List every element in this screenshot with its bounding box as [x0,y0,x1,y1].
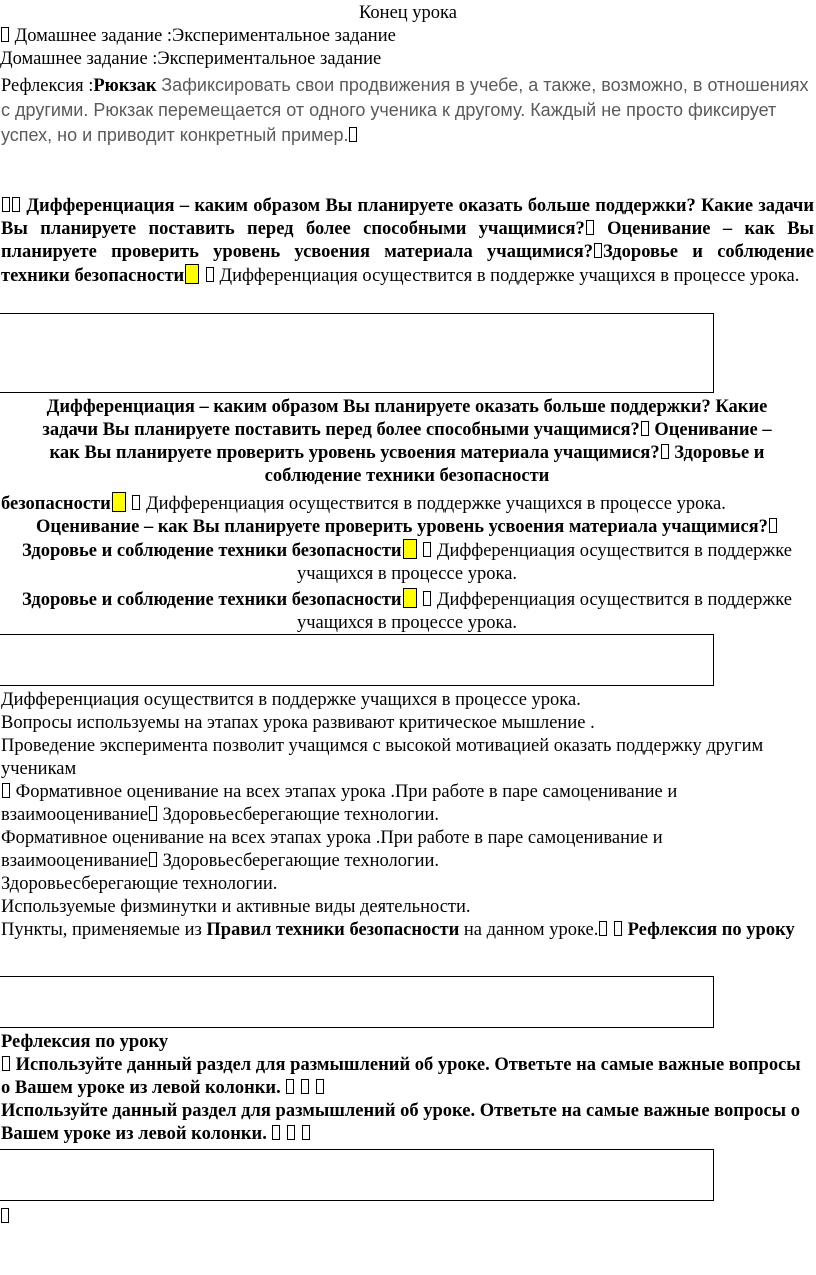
missing-glyph-icon [302,1125,310,1140]
missing-glyph-icon [287,1125,295,1140]
homework-line-2: Домашнее задание :Экспериментальное задание [0,49,382,69]
missing-glyph-icon [301,1079,309,1094]
final-use-2: Используйте данный раздел для размышлений об уроке. Ответьте на самые важные вопросы о Вашем уроке из левой колонки. [1,1101,800,1144]
reflection-rucksack: Рефлексия :Рюкзак Зафиксировать свои продвижения в учебе, а также, возможно, в отношениях с другими. Рюкзак перемещается от одного ученика к другому. Каждый не просто фиксирует успех, но и приводит конкретный пример. [1,75,809,145]
missing-glyph-icon [349,127,357,142]
planning-block-2: Дифференциация – каким образом Вы планируете оказать больше поддержки? Какие задачи Вы планируете поставить перед более способными учащимися? Оценивание – как Вы планируете проверить уровень усвоения материала учащимися? Здоровье и соблюдение техники безопасности [42,397,772,486]
missing-glyph-icon [12,197,20,212]
highlighted-glyph-icon [185,264,199,284]
final-heading: Рефлексия по уроку [1,1032,169,1052]
line-physical: Используемые физминутки и активные виды деятельности. [1,897,471,917]
line-formative-2: Формативное оценивание на всех этапах урока .При работе в паре самоценивание и взаимооценивание Здоровьесберегающие технологии. [1,828,663,871]
missing-glyph-icon [1,27,9,42]
final-reflection [0,1031,814,1146]
answer-lines [0,689,814,942]
missing-glyph-icon [423,591,431,606]
missing-glyph-icon [614,921,622,936]
missing-glyph-icon [2,197,10,212]
highlighted-glyph-icon [403,539,417,559]
missing-glyph-icon [149,852,157,867]
missing-glyph-icon [206,267,214,282]
missing-glyph-icon [1,1208,9,1223]
highlighted-glyph-icon [112,492,126,512]
missing-glyph-icon [661,444,669,459]
missing-glyph-icon [586,220,594,235]
missing-glyph-icon [2,783,10,798]
missing-glyph-icon [316,1079,324,1094]
page-title: Конец урока [359,3,457,23]
trailing-glyph [0,1206,816,1229]
line-safety-points: Пункты, применяемые из Правил техники безопасности на данном уроке. Рефлексия по уроку [1,920,795,940]
line-questions: Вопросы используемы на этапах урока развивают критическое мышление . [1,713,595,733]
missing-glyph-icon [272,1125,280,1140]
highlighted-glyph-icon [403,588,417,608]
table-cell-3 [0,976,714,1028]
final-use-1: Используйте данный раздел для размышлений об уроке. Ответьте на самые важные вопросы о Вашем уроке из левой колонки. [1,1055,801,1098]
missing-glyph-icon [2,1056,10,1071]
missing-glyph-icon [149,806,157,821]
missing-glyph-icon [599,921,607,936]
missing-glyph-icon [423,542,431,557]
line-experiment: Проведение эксперимента позволит учащимся с высокой мотивацией оказать поддержку другим ученикам [1,736,764,779]
planning-block-4: Здоровье и соблюдение техники безопасности Дифференциация осуществится в поддержке учащихся в процессе урока. [22,590,792,633]
line-formative-1: Формативное оценивание на всех этапах урока .При работе в паре самоценивание и взаимооценивание Здоровьесберегающие технологии. [1,782,678,825]
line-differentiation: Дифференциация осуществится в поддержке учащихся в процессе урока. [1,690,581,710]
table-cell-4 [0,1149,714,1201]
line-health-tech: Здоровьесберегающие технологии. [1,874,278,894]
table-cell-2 [0,634,714,686]
missing-glyph-icon [286,1079,294,1094]
table-cell-1 [0,313,714,393]
planning-block-3: Оценивание – как Вы планируете проверить уровень усвоения материала учащимися? Здоровье и соблюдение техники безопасности Дифференциация осуществится в поддержке учащихся в процессе урока. [22,517,792,584]
homework-line-1: Домашнее задание :Экспериментальное задание [0,25,816,48]
planning-block-2-answer: безопасности Дифференциация осуществится в поддержке учащихся в процессе урока. [1,494,726,514]
planning-block-1: Дифференциация – каким образом Вы планируете оказать больше поддержки? Какие задачи Вы планируете поставить перед более способными учащимися? Оценивание – как Вы планируете проверить уровень усвоения материала учащимися? Здоровье и соблюдение техники безопасности Дифференциация осуществится в поддержке учащихся в процессе урока. [1,196,815,286]
missing-glyph-icon [594,243,602,258]
missing-glyph-icon [641,421,649,436]
missing-glyph-icon [769,518,777,533]
missing-glyph-icon [132,495,140,510]
